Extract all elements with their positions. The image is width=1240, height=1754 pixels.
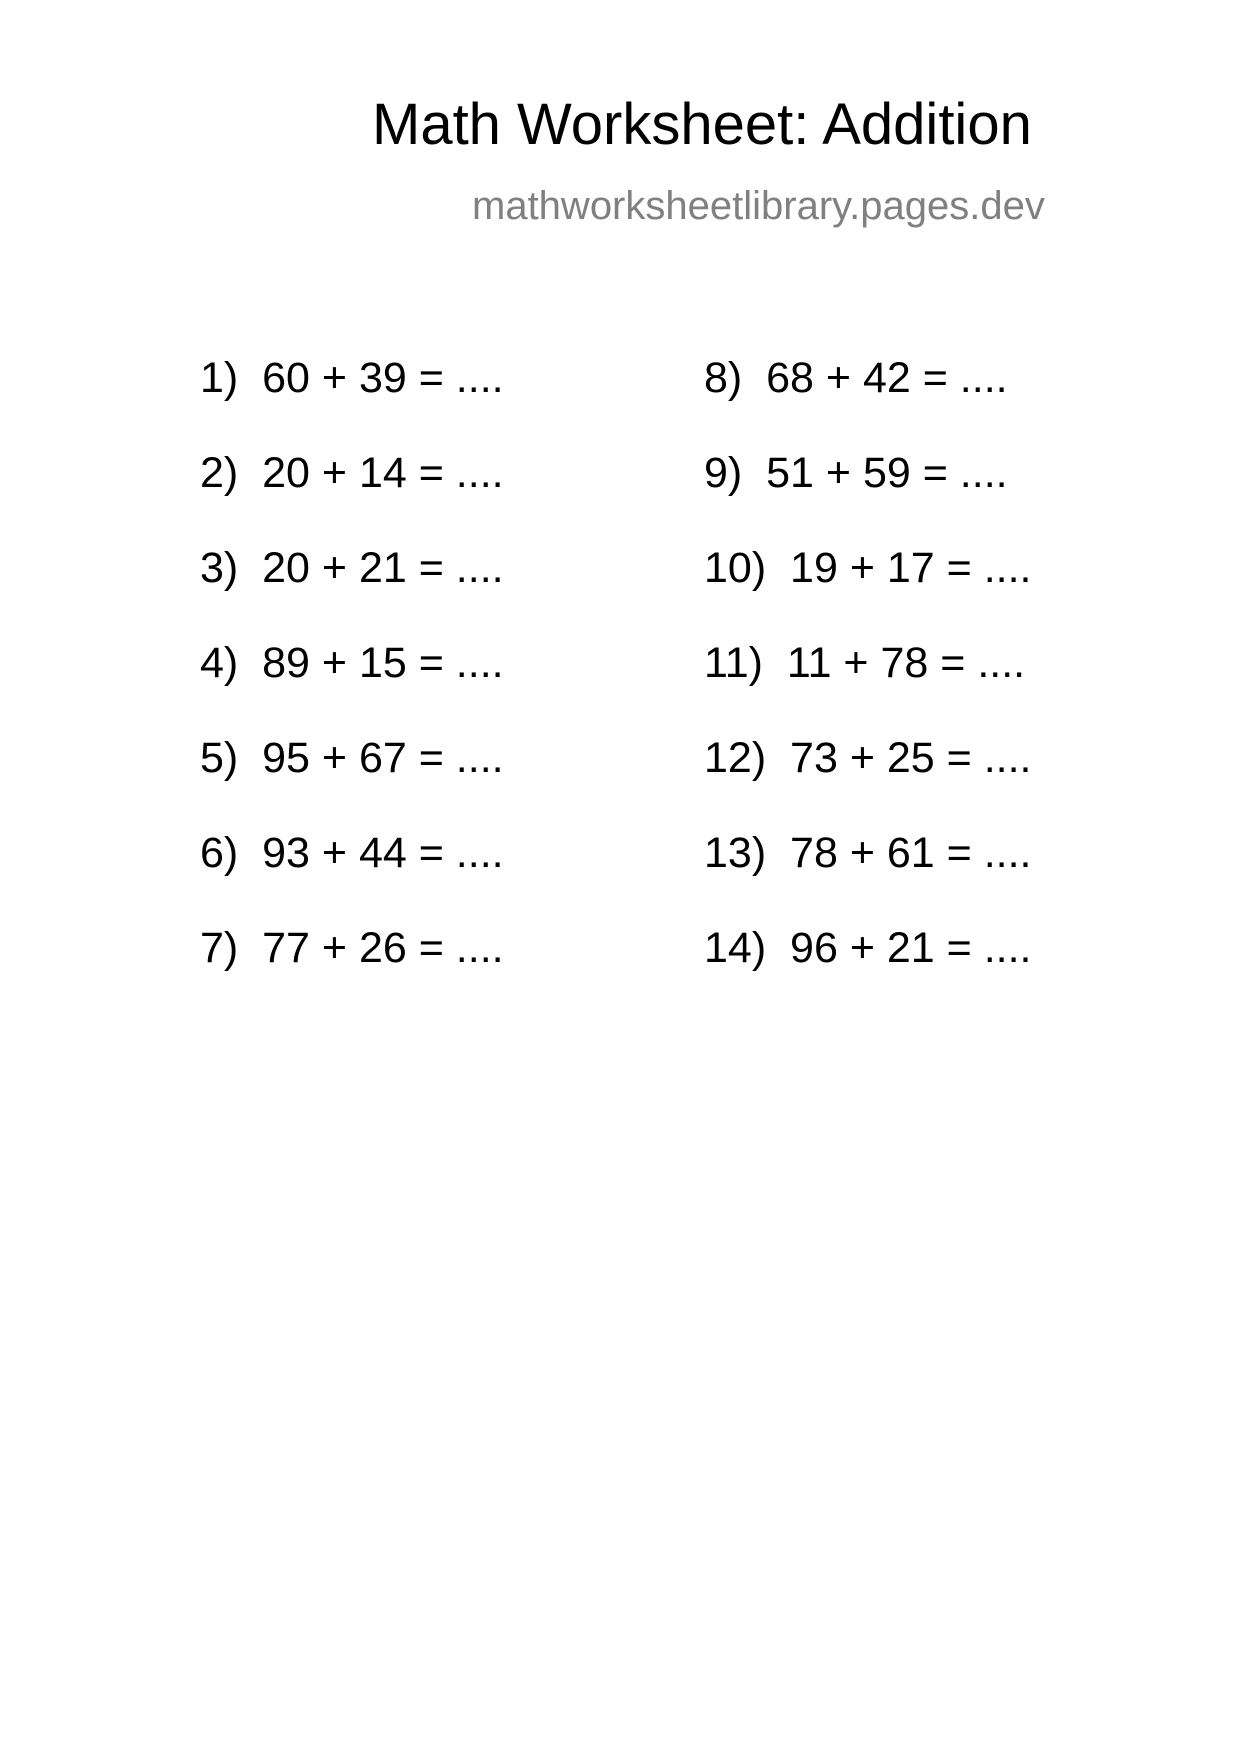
problem-item: 9) 51 + 59 = .... — [704, 449, 1008, 497]
problem-item: 11) 11 + 78 = .... — [704, 639, 1026, 687]
website-url: mathworksheetlibrary.pages.dev — [472, 184, 1045, 228]
problem-item: 10) 19 + 17 = .... — [704, 544, 1032, 592]
problem-item: 2) 20 + 14 = .... — [200, 449, 504, 497]
problem-item: 3) 20 + 21 = .... — [200, 544, 504, 592]
problem-item: 13) 78 + 61 = .... — [704, 829, 1032, 877]
problem-item: 6) 93 + 44 = .... — [200, 829, 504, 877]
problem-item: 14) 96 + 21 = .... — [704, 924, 1032, 972]
page-title: Math Worksheet: Addition — [372, 92, 1032, 157]
problem-item: 5) 95 + 67 = .... — [200, 734, 504, 782]
problem-column-left — [200, 350, 504, 1015]
problem-item: 8) 68 + 42 = .... — [704, 354, 1008, 402]
problem-item: 12) 73 + 25 = .... — [704, 734, 1032, 782]
problem-item: 4) 89 + 15 = .... — [200, 639, 504, 687]
problem-item: 7) 77 + 26 = .... — [200, 924, 504, 972]
problem-column-right — [704, 350, 1032, 1015]
problem-item: 1) 60 + 39 = .... — [200, 354, 504, 402]
